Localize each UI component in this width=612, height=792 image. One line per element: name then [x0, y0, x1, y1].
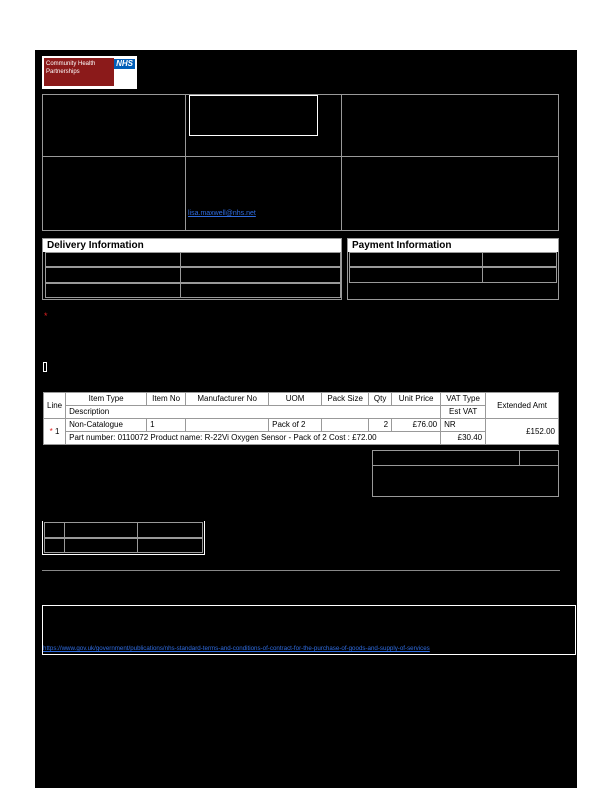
order-number-box — [189, 95, 318, 136]
delivery-field-row-3 — [45, 283, 341, 298]
payment-info-heading: Payment Information — [348, 239, 558, 252]
payment-col-divider — [482, 252, 483, 283]
table-header-row-1 — [44, 393, 559, 406]
table-row — [44, 419, 559, 432]
col-header-manufacturer-no: Manufacturer No — [186, 393, 269, 406]
cell-qty: 2 — [369, 419, 392, 432]
terms-conditions-link[interactable]: https://www.gov.uk/government/publications/nhs-standard-terms-and-conditions-of-contract-for-the-purchase-of-goods-and-supply-of-services — [43, 645, 430, 652]
delivery-info-heading: Delivery Information — [43, 239, 341, 252]
cell-unit-price: £76.00 — [392, 419, 441, 432]
checkbox-marker[interactable] — [43, 362, 47, 372]
delivery-field-row-2 — [45, 267, 341, 283]
grid-divider-h — [42, 156, 559, 157]
cell-description: Part number: 0110072 Product name: R-22Vi Oxygen Sensor - Pack of 2 Cost : £72.00 — [66, 432, 441, 445]
cell-vat-type: NR — [441, 419, 486, 432]
cell-line — [44, 419, 66, 445]
required-marker: * — [44, 311, 48, 321]
logo-org-text: Community Health Partnerships — [44, 58, 114, 86]
col-header-qty: Qty — [369, 393, 392, 406]
col-header-item-no: Item No — [147, 393, 186, 406]
approval-heading-strip — [42, 508, 205, 521]
organisation-logo — [42, 56, 137, 89]
cell-est-vat: £30.40 — [441, 432, 486, 445]
cell-manufacturer-no — [186, 419, 269, 432]
approval-row-2 — [44, 538, 203, 553]
cell-item-type: Non-Catalogue — [66, 419, 147, 432]
col-header-pack-size: Pack Size — [322, 393, 369, 406]
col-header-est-vat: Est VAT — [441, 406, 486, 419]
approval-col-divider-2 — [137, 522, 138, 553]
col-header-uom: UOM — [269, 393, 322, 406]
delivery-col-divider — [180, 252, 181, 298]
row-required-marker: * — [49, 426, 53, 436]
totals-row-1 — [372, 450, 559, 466]
line-number: 1 — [55, 426, 60, 436]
order-items-table — [43, 392, 559, 445]
approval-col-divider-1 — [64, 522, 65, 553]
payment-field-row-2 — [349, 267, 557, 283]
approval-row-1 — [44, 522, 203, 538]
col-header-unit-price: Unit Price — [392, 393, 441, 406]
delivery-field-row-1 — [45, 252, 341, 267]
col-header-description: Description — [66, 406, 441, 419]
contact-email-link[interactable]: lisa.maxwell@nhs.net — [188, 210, 256, 217]
col-header-extended-amt: Extended Amt — [486, 393, 559, 419]
payment-field-row-1 — [349, 252, 557, 267]
cell-uom: Pack of 2 — [269, 419, 322, 432]
totals-col-divider — [519, 450, 520, 466]
grid-divider-v2 — [341, 94, 342, 231]
cell-item-no: 1 — [147, 419, 186, 432]
grid-divider-v1 — [185, 94, 186, 231]
table-header-row-2 — [44, 406, 559, 419]
nhs-badge: NHS — [116, 59, 133, 68]
col-header-item-type: Item Type — [66, 393, 147, 406]
col-header-line: Line — [44, 393, 66, 419]
col-header-vat-type: VAT Type — [441, 393, 486, 406]
section-divider — [42, 570, 560, 571]
cell-pack-size — [322, 419, 369, 432]
cell-extended-amt: £152.00 — [486, 419, 559, 445]
table-row-description — [44, 432, 559, 445]
